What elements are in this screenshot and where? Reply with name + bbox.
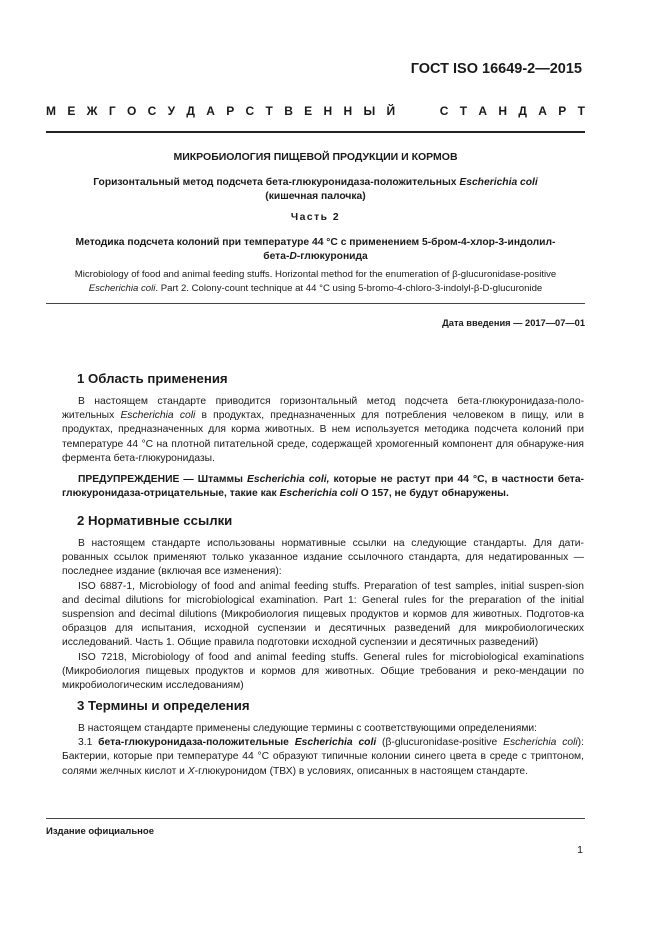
english-line1: Microbiology of food and animal feeding stuffs. Horizontal method for the enumeration of β-glucuronidase-positive	[74, 269, 557, 280]
banner-letter: С	[439, 104, 449, 118]
english-species: Escherichia coli	[88, 283, 156, 294]
reference-iso-6887: ISO 6887-1, Microbiology of food and animal feeding stuffs. Preparation of test samples, initial suspen-sion and decimal dilutions for microbiological examination. Part 1: General rules for the preparation of the initial suspension and decimal dilutions (Микробиология пищевых продуктов и кормов для животных. Подготов-ка образцов для испытания, исходной суспензии и десятичных разведений для микробиологических исследований. Часть 1. Общие правила подготовки исходной суспензии и десятичных разведений)	[62, 580, 584, 649]
banner-letter: У	[167, 104, 176, 118]
subtitle	[46, 176, 585, 204]
section-1-heading: 1 Область применения	[77, 371, 228, 386]
section-3-body	[62, 722, 584, 779]
main-title: МИКРОБИОЛОГИЯ ПИЩЕВОЙ ПРОДУКЦИИ И КОРМОВ	[173, 151, 458, 163]
warning-paragraph: ПРЕДУПРЕЖДЕНИЕ — Штаммы Escherichia coli, которые не растут при 44 °С, в частности бета-глюкуронидаза-отрицательные, такие как Escherichia coli О 157, не будут обнаружены.	[62, 474, 584, 500]
english-title	[46, 268, 585, 296]
banner-letter: Н	[323, 104, 333, 118]
banner-letter: Т	[459, 104, 468, 118]
banner-letter: Т	[577, 104, 585, 118]
banner-letter: Ы	[363, 104, 376, 118]
banner-letter: Н	[343, 104, 353, 118]
part-title-d: D	[289, 251, 297, 262]
banner-letter: А	[478, 104, 488, 118]
part-title	[46, 236, 585, 264]
banner-letter: С	[245, 104, 255, 118]
banner-letter: А	[206, 104, 215, 118]
banner-letter: С	[147, 104, 157, 118]
banner-letter: Н	[498, 104, 508, 118]
title-divider	[46, 303, 585, 304]
top-divider	[46, 131, 585, 133]
banner-letter: В	[284, 104, 293, 118]
standard-code: ГОСТ ISO 16649-2—2015	[410, 61, 582, 77]
page-number: 1	[577, 844, 583, 856]
part-title-line2-pre: бета-	[263, 251, 290, 262]
banner-letter: Д	[186, 104, 195, 118]
section-2-body	[62, 537, 584, 693]
reference-iso-7218: ISO 7218, Microbiology of food and animal feeding stuffs. General rules for microbiological examinations (Микробиология пищевых продуктов и кормов для животных. Общие требования и реко-мендации по микробиологическим исследованиям)	[62, 651, 584, 692]
banner-gap	[406, 104, 428, 118]
banner-letter: М	[46, 104, 56, 118]
official-edition-label: Издание официальное	[46, 826, 154, 837]
subtitle-line2: (кишечная палочка)	[265, 191, 366, 202]
banner-letter: А	[538, 104, 547, 118]
section-3-paragraph-intro: В настоящем стандарте применены следующие термины с соответствующими определениями:	[78, 723, 538, 734]
section-1-body	[62, 395, 584, 501]
banner-letter: Т	[265, 104, 273, 118]
banner-letter: Е	[304, 104, 313, 118]
part-title-line1: Методика подсчета колоний при температуре 44 °С с применением 5-бром-4-хлор-3-индолил-	[75, 237, 556, 248]
subtitle-text: Горизонтальный метод подсчета бета-глюкуронидаза-положительных	[93, 177, 460, 188]
section-3-heading: 3 Термины и определения	[77, 698, 250, 713]
introduction-date: Дата введения — 2017—07—01	[442, 318, 585, 328]
banner-letter: Р	[558, 104, 567, 118]
term-3-1: 3.1 бета-глюкуронидаза-положительные Escherichia coli (β-glucuronidase-positive Escherichia coli): Бактерии, которые при температуре 44 °С образуют типичные колонии синего цвета в среде с триптоном, солями желчных кислот и X-глюкуронидом (ТВХ) в условиях, описанных в настоящем стандарте.	[62, 737, 584, 777]
banner-letter: О	[126, 104, 137, 118]
section-2-paragraph-intro: В настоящем стандарте использованы нормативные ссылки на следующие стандарты. Для дати-рованных ссылок применяют только указанное издание ссылочного стандарта, для недатированных — последнее издание (включая все изменения):	[62, 538, 584, 578]
subtitle-species: Escherichia coli	[459, 177, 538, 188]
banner-letter: Г	[108, 104, 116, 118]
footer-divider	[46, 818, 585, 819]
banner-letter: Р	[226, 104, 235, 118]
interstate-standard-banner	[46, 104, 585, 118]
section-1-paragraph: В настоящем стандарте приводится горизонтальный метод подсчета бета-глюкуронидаза-поло-жительных Escherichia coli в продуктах, предназначенных для потребления человеком в пищу, или в продуктах, предназначенных для корма животных. В нем используется методика подсчета колоний при температуре 44 °С на плотной питательной среде, содержащей хромогенный компонент для обнаруже-ния фермента бета-глюкуронидазы.	[62, 396, 584, 464]
banner-letter: Д	[518, 104, 527, 118]
part-label: Часть 2	[290, 212, 341, 223]
english-line2: . Part 2. Colony-count technique at 44 °C using 5-bromo-4-chloro-3-indolyl-β-D-glucuronide	[155, 283, 543, 294]
part-title-line2-post: -глюкуронида	[296, 251, 368, 262]
banner-letter: Е	[67, 104, 76, 118]
section-2-heading: 2 Нормативные ссылки	[77, 513, 233, 528]
banner-letter: Й	[386, 104, 396, 118]
banner-letter: Ж	[86, 104, 98, 118]
